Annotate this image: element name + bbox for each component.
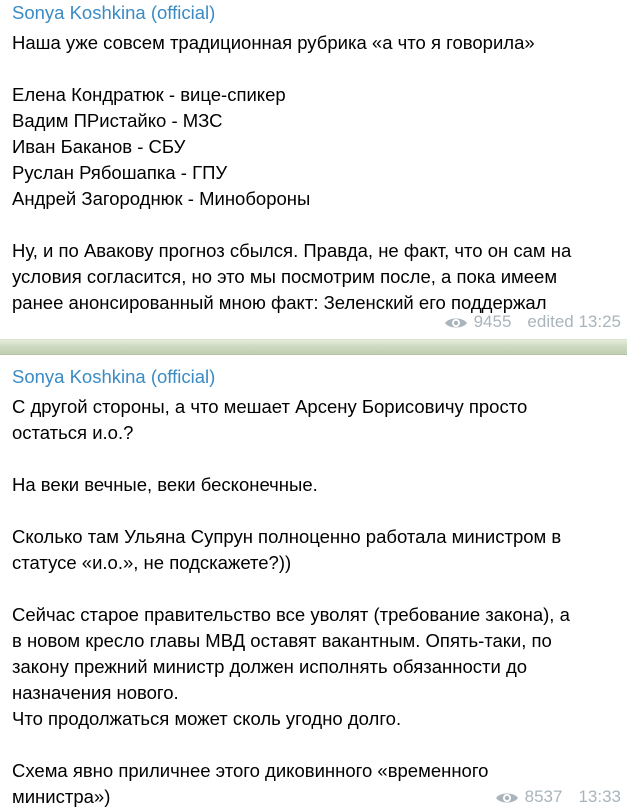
blank-line — [12, 732, 615, 758]
text-line: Вадим ПРистайко - МЗС — [12, 110, 223, 131]
blank-line — [12, 212, 615, 238]
text-line: в новом кресло главы МВД оставят вакантным. Опять-таки, по — [12, 630, 552, 651]
text-line: закону прежний министр должен исполнять обязанности до — [12, 656, 528, 677]
blank-line — [12, 56, 615, 82]
text-line: Сколько там Ульяна Супрун полноценно работала министром в — [12, 526, 562, 547]
blank-line — [12, 446, 615, 472]
view-count: 9455 — [473, 312, 512, 331]
message-text — [12, 30, 615, 316]
text-line: условия согласится, но это мы посмотрим после, а пока имеем — [12, 266, 558, 287]
text-line: Иван Баканов - СБУ — [12, 136, 186, 157]
view-count: 8537 — [524, 787, 563, 806]
message-time: 13:33 — [578, 787, 621, 806]
text-line: Ну, и по Авакову прогноз сбылся. Правда, не факт, что он сам на — [12, 240, 572, 261]
message-2 — [0, 355, 627, 811]
message-1 — [0, 0, 627, 339]
text-line: назначения нового. — [12, 682, 179, 703]
blank-line — [12, 498, 615, 524]
text-line: Андрей Загороднюк - Минобороны — [12, 188, 311, 209]
text-line: Наша уже совсем традиционная рубрика «а что я говорила» — [12, 32, 535, 53]
text-line: Сейчас старое правительство все уволят (требование закона), а — [12, 604, 570, 625]
blank-line — [12, 576, 615, 602]
eye-icon — [444, 315, 468, 329]
text-line: министра») — [12, 786, 111, 807]
text-line: С другой стороны, а что мешает Арсену Борисовичу просто — [12, 396, 528, 417]
text-line: Елена Кондратюк - вице-спикер — [12, 84, 286, 105]
message-author[interactable]: Sonya Koshkina (official) — [12, 366, 216, 387]
text-line: остаться и.о.? — [12, 422, 134, 443]
text-line: статусе «и.о.», не подскажете?)) — [12, 552, 292, 573]
message-meta — [444, 312, 621, 332]
message-author[interactable]: Sonya Koshkina (official) — [12, 2, 216, 23]
text-line: Что продолжаться может сколь угодно долго. — [12, 708, 402, 729]
message-time: edited 13:25 — [527, 312, 621, 331]
text-line: Руслан Рябошапка - ГПУ — [12, 162, 228, 183]
message-text — [12, 394, 615, 810]
text-line: ранее анонсированный мною факт: Зеленский его поддержал — [12, 292, 547, 313]
message-separator — [0, 339, 627, 355]
text-line: На веки вечные, веки бесконечные. — [12, 474, 318, 495]
eye-icon — [495, 790, 519, 804]
message-meta — [495, 787, 621, 807]
text-line: Схема явно приличнее этого диковинного «временного — [12, 760, 489, 781]
